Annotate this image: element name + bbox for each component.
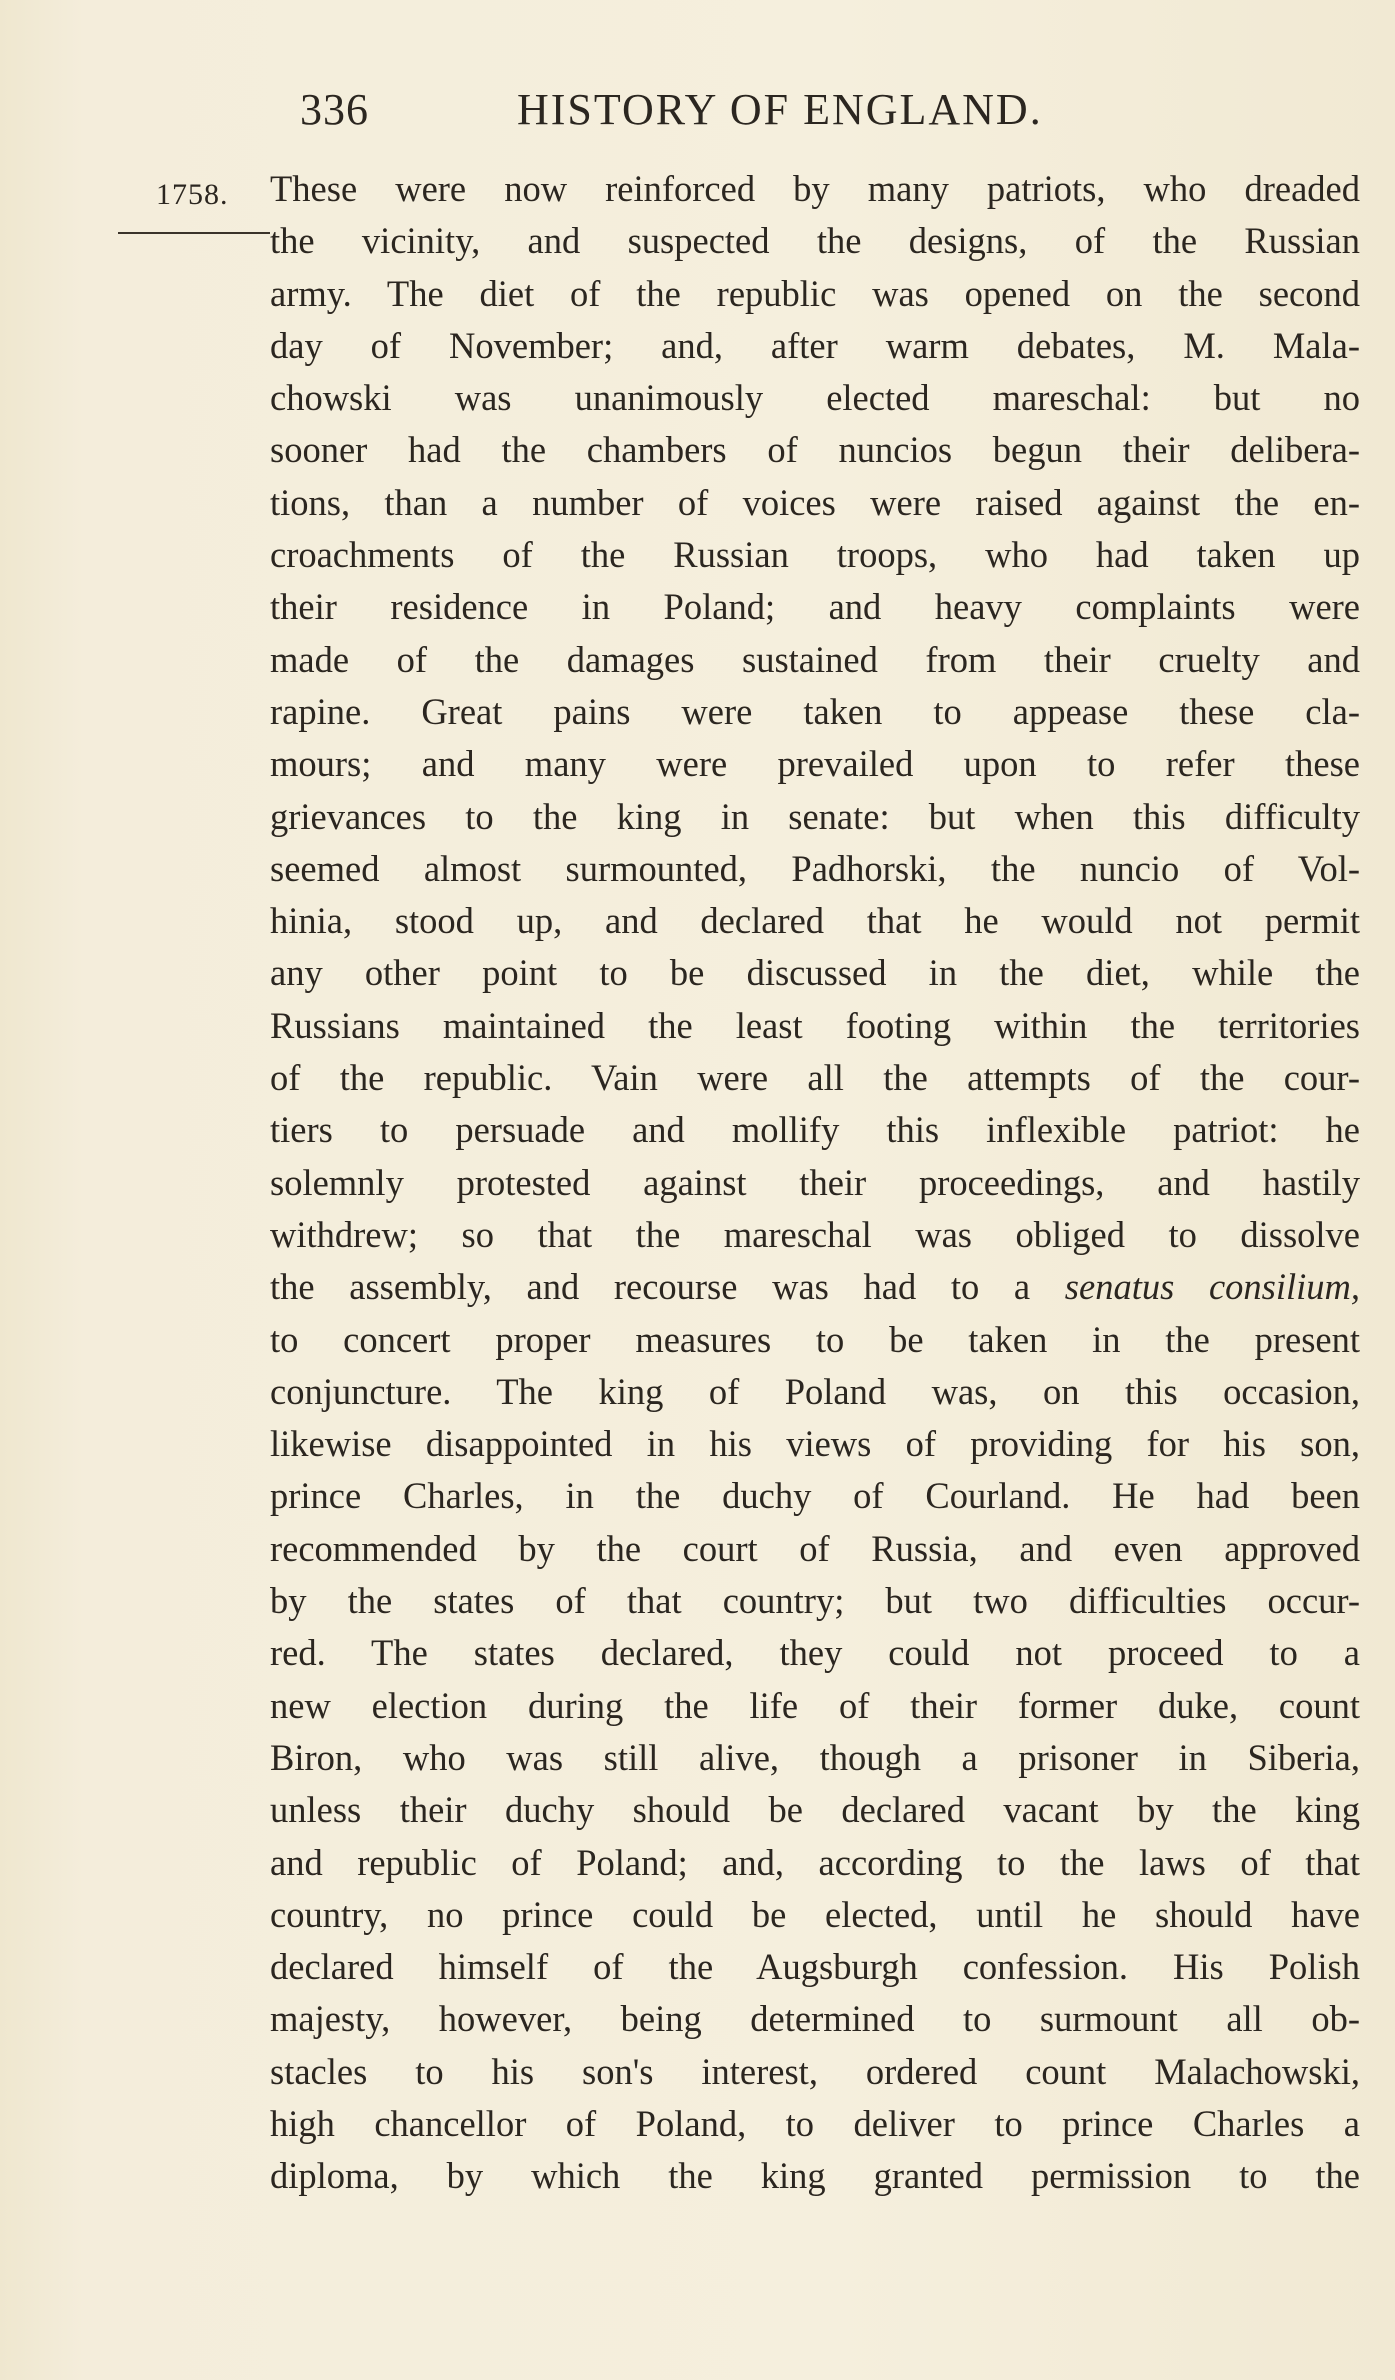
text-line: conjuncture. The king of Poland was, on this occasion, [270, 1370, 1360, 1412]
text-line: likewise disappointed in his views of providing for his son, [270, 1423, 1360, 1465]
text-line: their residence in Poland; and heavy complaints were [270, 586, 1360, 628]
text-line: tions, than a number of voices were raised against the en- [270, 481, 1360, 523]
text-line: declared himself of the Augsburgh confession. His Polish [270, 1946, 1360, 1988]
margin-year: 1758. [156, 178, 229, 211]
text-line: by the states of that country; but two difficulties occur- [270, 1580, 1360, 1622]
text-line: to concert proper measures to be taken in the present [270, 1318, 1360, 1360]
text-line: Russians maintained the least footing within the territories [270, 1004, 1360, 1046]
italic-phrase: senatus consilium, [1064, 1266, 1361, 1308]
text-line: diploma, by which the king granted permission to the [270, 2155, 1360, 2197]
text-line: made of the damages sustained from their cruelty and [270, 638, 1360, 680]
text-line-with-italic [270, 1261, 1360, 1313]
text-line: the vicinity, and suspected the designs, of the Russian [270, 220, 1360, 262]
text-line: new election during the life of their former duke, count [270, 1684, 1360, 1726]
text-line: any other point to be discussed in the diet, while the [270, 952, 1360, 994]
text-line: mours; and many were prevailed upon to refer these [270, 743, 1360, 785]
text-line: army. The diet of the republic was opened on the second [270, 272, 1360, 314]
text-line: and republic of Poland; and, according to the laws of that [270, 1841, 1360, 1883]
text-line: country, no prince could be elected, until he should have [270, 1893, 1360, 1935]
text-line: rapine. Great pains were taken to appease these cla- [270, 690, 1360, 732]
text-line: recommended by the court of Russia, and even approved [270, 1527, 1360, 1569]
text-line: of the republic. Vain were all the attempts of the cour- [270, 1057, 1360, 1099]
margin-rule [118, 232, 270, 234]
text-line: chowski was unanimously elected mareschal: but no [270, 377, 1360, 419]
text-line: withdrew; so that the mareschal was obliged to dissolve [270, 1213, 1360, 1255]
text-line: seemed almost surmounted, Padhorski, the nuncio of Vol- [270, 847, 1360, 889]
text-line-lead: the assembly, and recourse was had to a [270, 1266, 1031, 1308]
text-line: high chancellor of Poland, to deliver to prince Charles a [270, 2102, 1360, 2144]
text-line: sooner had the chambers of nuncios begun their delibera- [270, 429, 1360, 471]
text-line: Biron, who was still alive, though a prisoner in Siberia, [270, 1736, 1360, 1778]
text-line: croachments of the Russian troops, who had taken up [270, 534, 1360, 576]
text-line: solemnly protested against their proceedings, and hastily [270, 1161, 1360, 1203]
text-line: red. The states declared, they could not proceed to a [270, 1632, 1360, 1674]
running-head [300, 84, 1200, 144]
text-line: unless their duchy should be declared vacant by the king [270, 1789, 1360, 1831]
text-line: grievances to the king in senate: but when this difficulty [270, 795, 1360, 837]
text-line: These were now reinforced by many patriots, who dreaded [270, 168, 1360, 209]
body-text [270, 163, 1360, 2203]
running-title: HISTORY OF ENGLAND. [517, 85, 1043, 134]
page-number: 336 [300, 85, 369, 134]
text-line: hinia, stood up, and declared that he would not permit [270, 900, 1360, 942]
text-line: stacles to his son's interest, ordered count Malachowski, [270, 2050, 1360, 2092]
text-line: tiers to persuade and mollify this inflexible patriot: he [270, 1109, 1360, 1151]
text-line: day of November; and, after warm debates, M. Mala- [270, 324, 1360, 366]
text-line: majesty, however, being determined to surmount all ob- [270, 1998, 1360, 2040]
text-line: prince Charles, in the duchy of Courland. He had been [270, 1475, 1360, 1517]
